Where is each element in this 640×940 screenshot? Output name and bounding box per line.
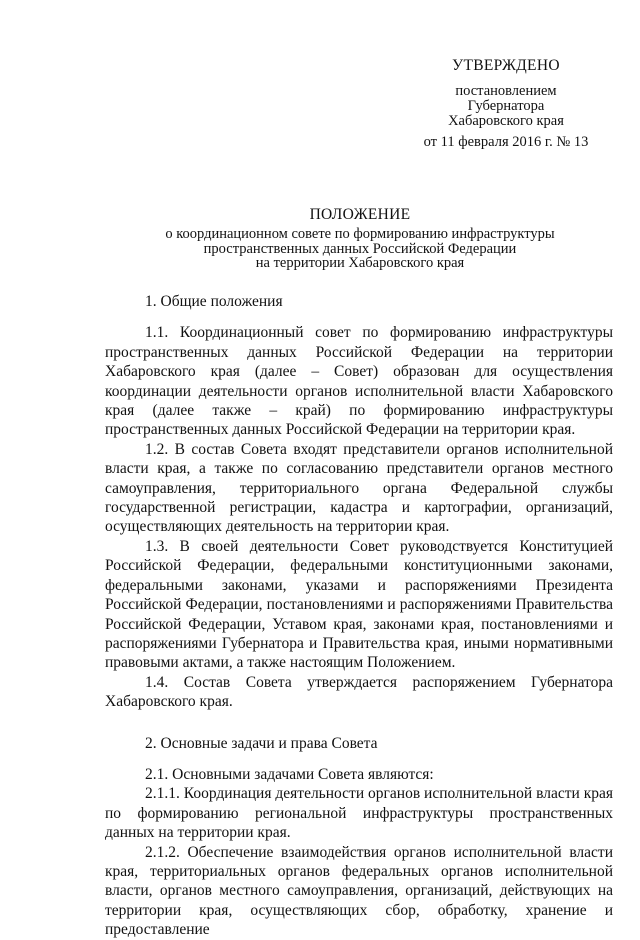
paragraph-2-1-2: 2.1.2. Обеспечение взаимодействия органов исполнительной власти края, территориальных органов федеральных органов исполнительной власти, органов местного самоуправления, организаций, действующих на территории края, осуществляющих сбор, обработку, хранение и предоставление	[105, 843, 613, 939]
paragraph-1-4: 1.4. Состав Совета утверждается распоряжением Губернатора Хабаровского края.	[105, 673, 613, 711]
section-heading-1: 1. Общие положения	[145, 293, 283, 310]
paragraph-2-1-1: 2.1.1. Координация деятельности органов исполнительной власти края по формированию региональной инфраструктуры пространственных данных на территории края.	[105, 785, 613, 842]
paragraph-1-2: 1.2. В состав Совета входят представители органов исполнительной власти края, а также по согласованию представители органов местного самоуправления, территориального органа Федеральной службы государственной регистрации, кадастра и картографии, организаций, осуществляющих деятельность на территории края.	[105, 440, 613, 536]
document-title: ПОЛОЖЕНИЕ	[309, 206, 411, 223]
document-body	[105, 292, 613, 940]
approval-block	[386, 58, 626, 150]
paragraph-1-1: 1.1. Координационный совет по формированию инфраструктуры пространственных данных Российской Федерации на территории Хабаровского края (далее – Совет) образован для осуществления координации деятельности органов исполнительной власти Хабаровского края (далее также – край) по формированию инфраструктуры пространственных данных Российской Федерации на территории края.	[105, 324, 613, 439]
approval-line: постановлением	[455, 83, 557, 99]
approval-line: Губернатора	[467, 98, 545, 114]
section-heading-2: 2. Основные задачи и права Совета	[145, 734, 378, 752]
document-subtitle-line: на территории Хабаровского края	[255, 255, 465, 271]
paragraph-1-3: 1.3. В своей деятельности Совет руководствуется Конституцией Российской Федерации, федеральными конституционными законами, федеральными законами, указами и распоряжениями Президента Российской Федерации, постановлениями и распоряжениями Правительства Российской Федерации, Уставом края, законами края, постановлениями и распоряжениями Губернатора и Правительства края, иными нормативными правовыми актами, а также настоящим Положением.	[105, 537, 613, 672]
paragraph-2-1: 2.1. Основными задачами Совета являются:	[145, 765, 434, 783]
document-subtitle-line: о координационном совете по формированию инфраструктуры	[165, 226, 555, 242]
approval-date: от 11 февраля 2016 г. № 13	[423, 134, 589, 150]
approval-line: Хабаровского края	[448, 113, 564, 129]
approval-stamp-title: УТВЕРЖДЕНО	[452, 57, 560, 74]
document-subtitle-line: пространственных данных Российской Федерации	[203, 240, 517, 257]
document-title-block	[100, 207, 620, 271]
